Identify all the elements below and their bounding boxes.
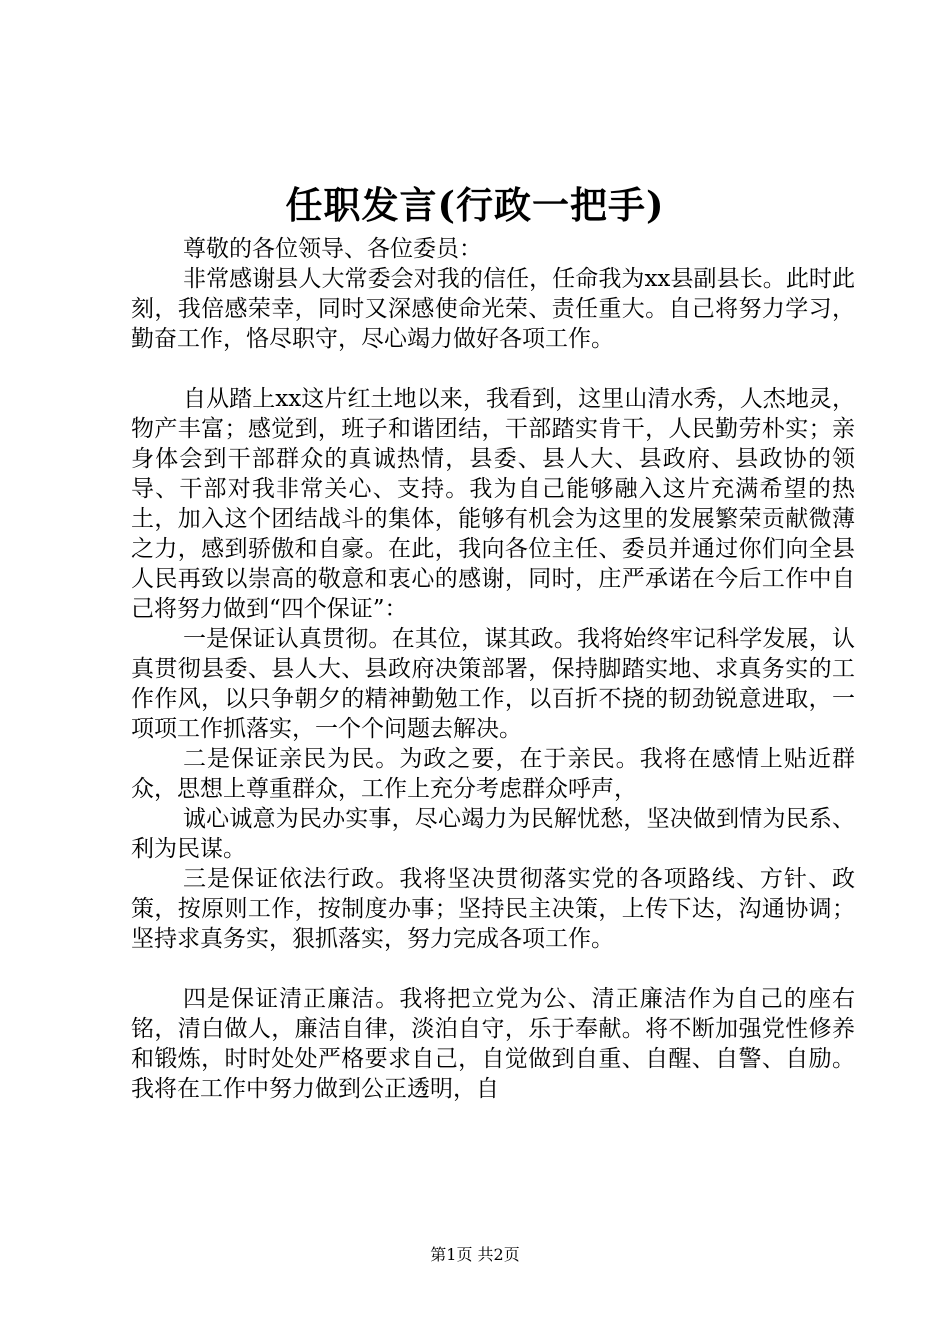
paragraph-spacer: [131, 354, 855, 384]
paragraph-1: 非常感谢县人大常委会对我的信任，任命我为xx县副县长。此时此刻，我倍感荣幸，同时又深感使命光荣、责任重大。自己将努力学习，勤奋工作，恪尽职守，尽心竭力做好各项工作。: [131, 266, 855, 352]
paragraph-4: 二是保证亲民为民。为政之要，在于亲民。我将在感情上贴近群众，思想上尊重群众，工作上充分考虑群众呼声，: [131, 746, 855, 802]
paragraph-6: 三是保证依法行政。我将坚决贯彻落实党的各项路线、方针、政策，按原则工作，按制度办事；坚持民主决策，上传下达，沟通协调；坚持求真务实，狠抓落实，努力完成各项工作。: [131, 866, 855, 952]
paragraph-7: 四是保证清正廉洁。我将把立党为公、清正廉洁作为自己的座右铭，清白做人，廉洁自律，淡泊自守，乐于奉献。将不断加强党性修养和锻炼，时时处处严格要求自己，自觉做到自重、自醒、自警、自励。我将在工作中努力做到公正透明，自: [131, 986, 855, 1102]
paragraph-3: 一是保证认真贯彻。在其位，谋其政。我将始终牢记科学发展，认真贯彻县委、县人大、县政府决策部署，保持脚踏实地、求真务实的工作作风，以只争朝夕的精神勤勉工作，以百折不挠的韧劲锐意进取，一项项工作抓落实，一个个问题去解决。: [131, 626, 855, 742]
document-body: [131, 234, 855, 1104]
page-footer: 第1页 共2页: [430, 1245, 520, 1264]
paragraph-2: 自从踏上xx这片红土地以来，我看到，这里山清水秀，人杰地灵，物产丰富；感觉到，班子和谐团结，干部踏实肯干，人民勤劳朴实；亲身体会到干部群众的真诚热情，县委、县人大、县政府、县政协的领导、干部对我非常关心、支持。我为自己能够融入这片充满希望的热土，加入这个团结战斗的集体，能够有机会为这里的发展繁荣贡献微薄之力，感到骄傲和自豪。在此，我向各位主任、委员并通过你们向全县人民再致以崇高的敬意和衷心的感谢，同时，庄严承诺在今后工作中自己将努力做到“四个保证”：: [131, 386, 855, 622]
paragraph-spacer: [131, 954, 855, 984]
salutation: 尊敬的各位领导、各位委员：: [183, 236, 482, 262]
document-title: 任职发言(行政一把手): [285, 183, 665, 227]
paragraph-5: 诚心诚意为民办实事，尽心竭力为民解忧愁，坚决做到情为民系、利为民谋。: [131, 806, 855, 862]
